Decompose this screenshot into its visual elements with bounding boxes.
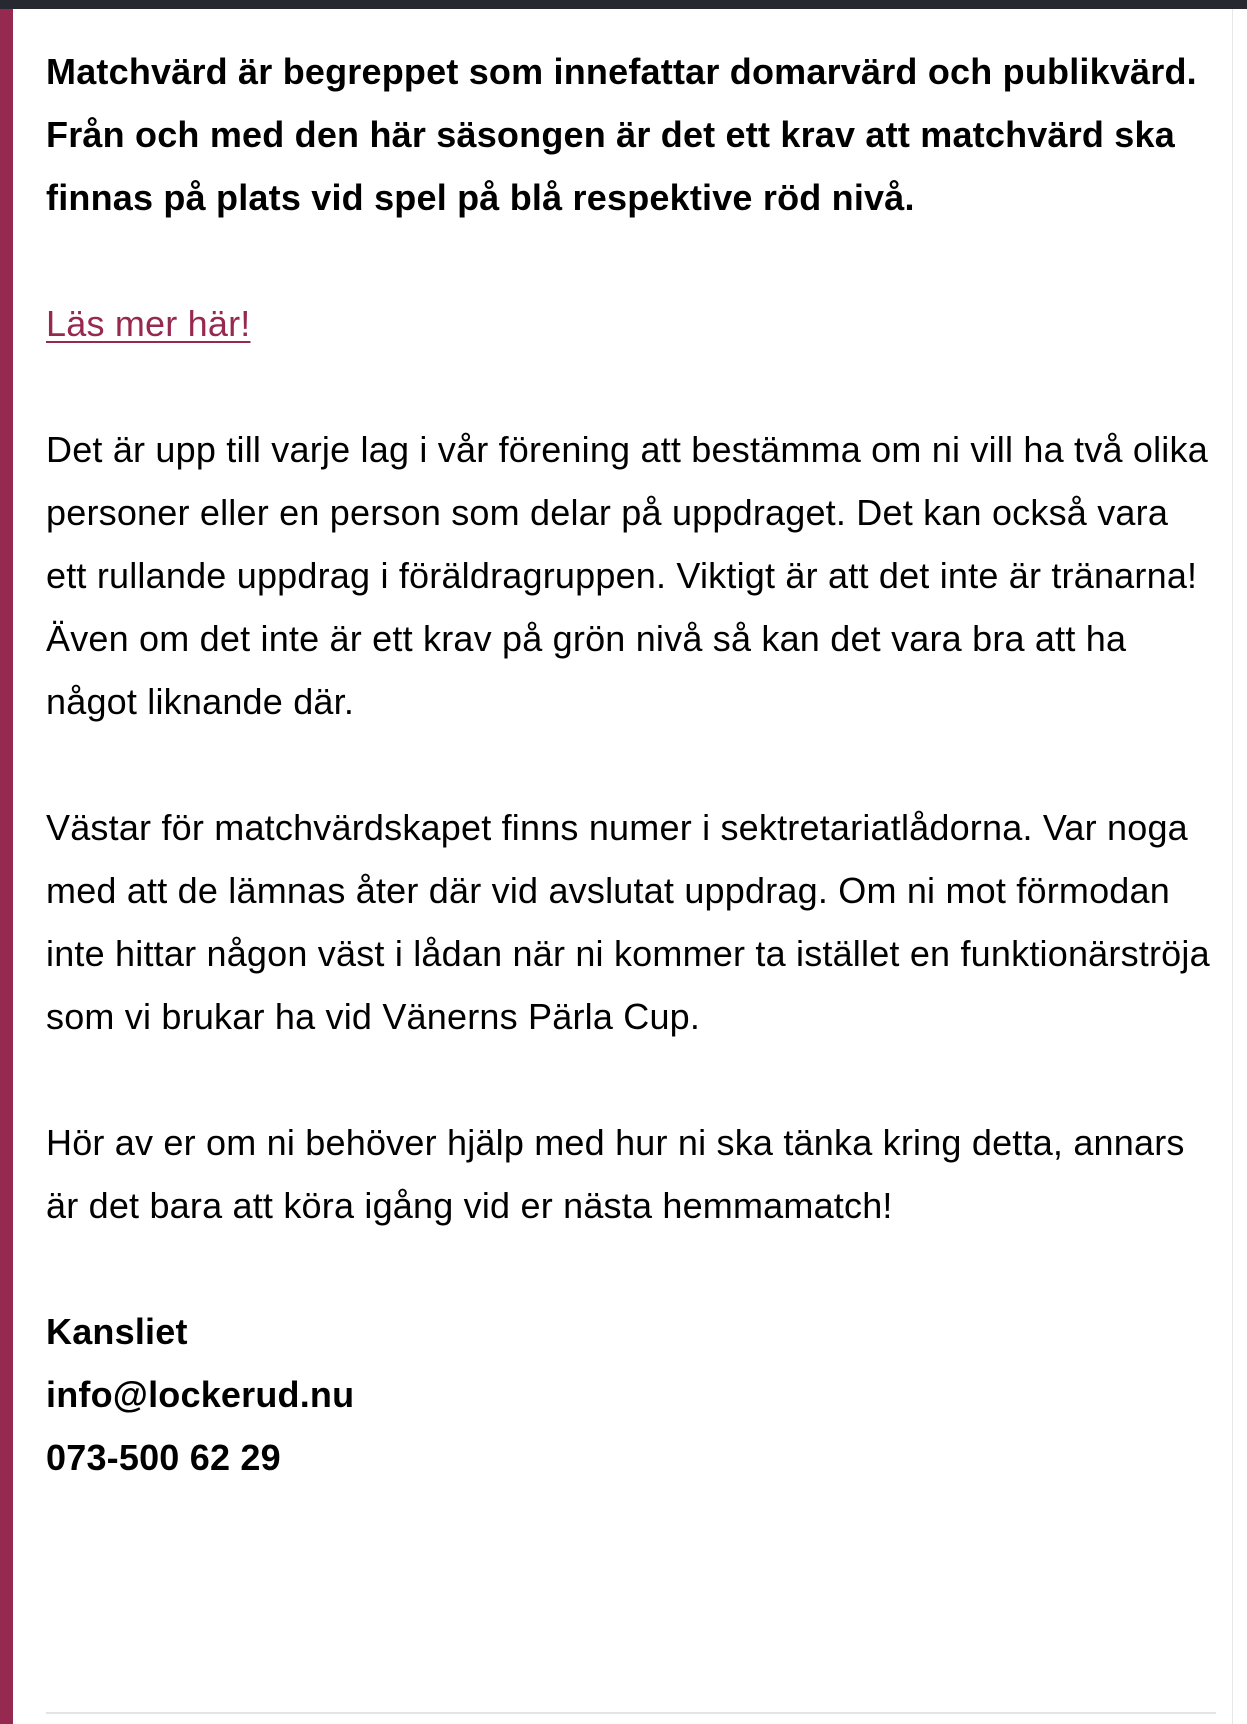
article-body [46,40,1216,1489]
read-more-row [46,292,1216,355]
right-border [1232,9,1233,1724]
body-paragraph-green-level: Även om det inte är ett krav på grön nivå så kan det vara bra att ha något liknande där. [46,618,1127,722]
body-paragraph-contact: Hör av er om ni behöver hjälp med hur ni ska tänka kring detta, annars är det bara att köra igång vid er nästa hemmamatch! [46,1122,1185,1226]
body-paragraph-vests: Västar för matchvärdskapet finns numer i sektretariatlådorna. Var noga med att de lämnas åter där vid avslutat uppdrag. Om ni mot förmodan inte hittar någon väst i lådan när ni kommer ta istället en funktionärströja som vi brukar ha vid Vänerns Pärla Cup. [46,807,1210,1037]
bottom-divider [46,1712,1216,1714]
body-paragraph-responsibility: Det är upp till varje lag i vår förening att bestämma om ni vill ha två olika personer eller en person som delar på uppdraget. Det kan också vara ett rullande uppdrag i föräldragruppen. Viktigt är att det inte är tränarna! [46,429,1208,596]
paragraph-spacer [46,355,1216,418]
paragraph-spacer [46,229,1216,292]
signature-phone: 073-500 62 29 [46,1437,281,1478]
paragraph-spacer [46,1237,1216,1300]
top-bar [0,0,1247,9]
signature-block [46,1300,1216,1489]
paragraph-spacer [46,733,1216,796]
lead-paragraph: Matchvärd är begreppet som innefattar domarvärd och publikvärd. Från och med den här säsongen är det ett krav att matchvärd ska finnas på plats vid spel på blå respektive röd nivå. [46,51,1197,218]
paragraph-spacer [46,1048,1216,1111]
signature-name: Kansliet [46,1311,188,1352]
read-more-link[interactable]: Läs mer här! [46,303,251,344]
signature-email: info@lockerud.nu [46,1374,355,1415]
side-accent-bar [0,9,13,1724]
